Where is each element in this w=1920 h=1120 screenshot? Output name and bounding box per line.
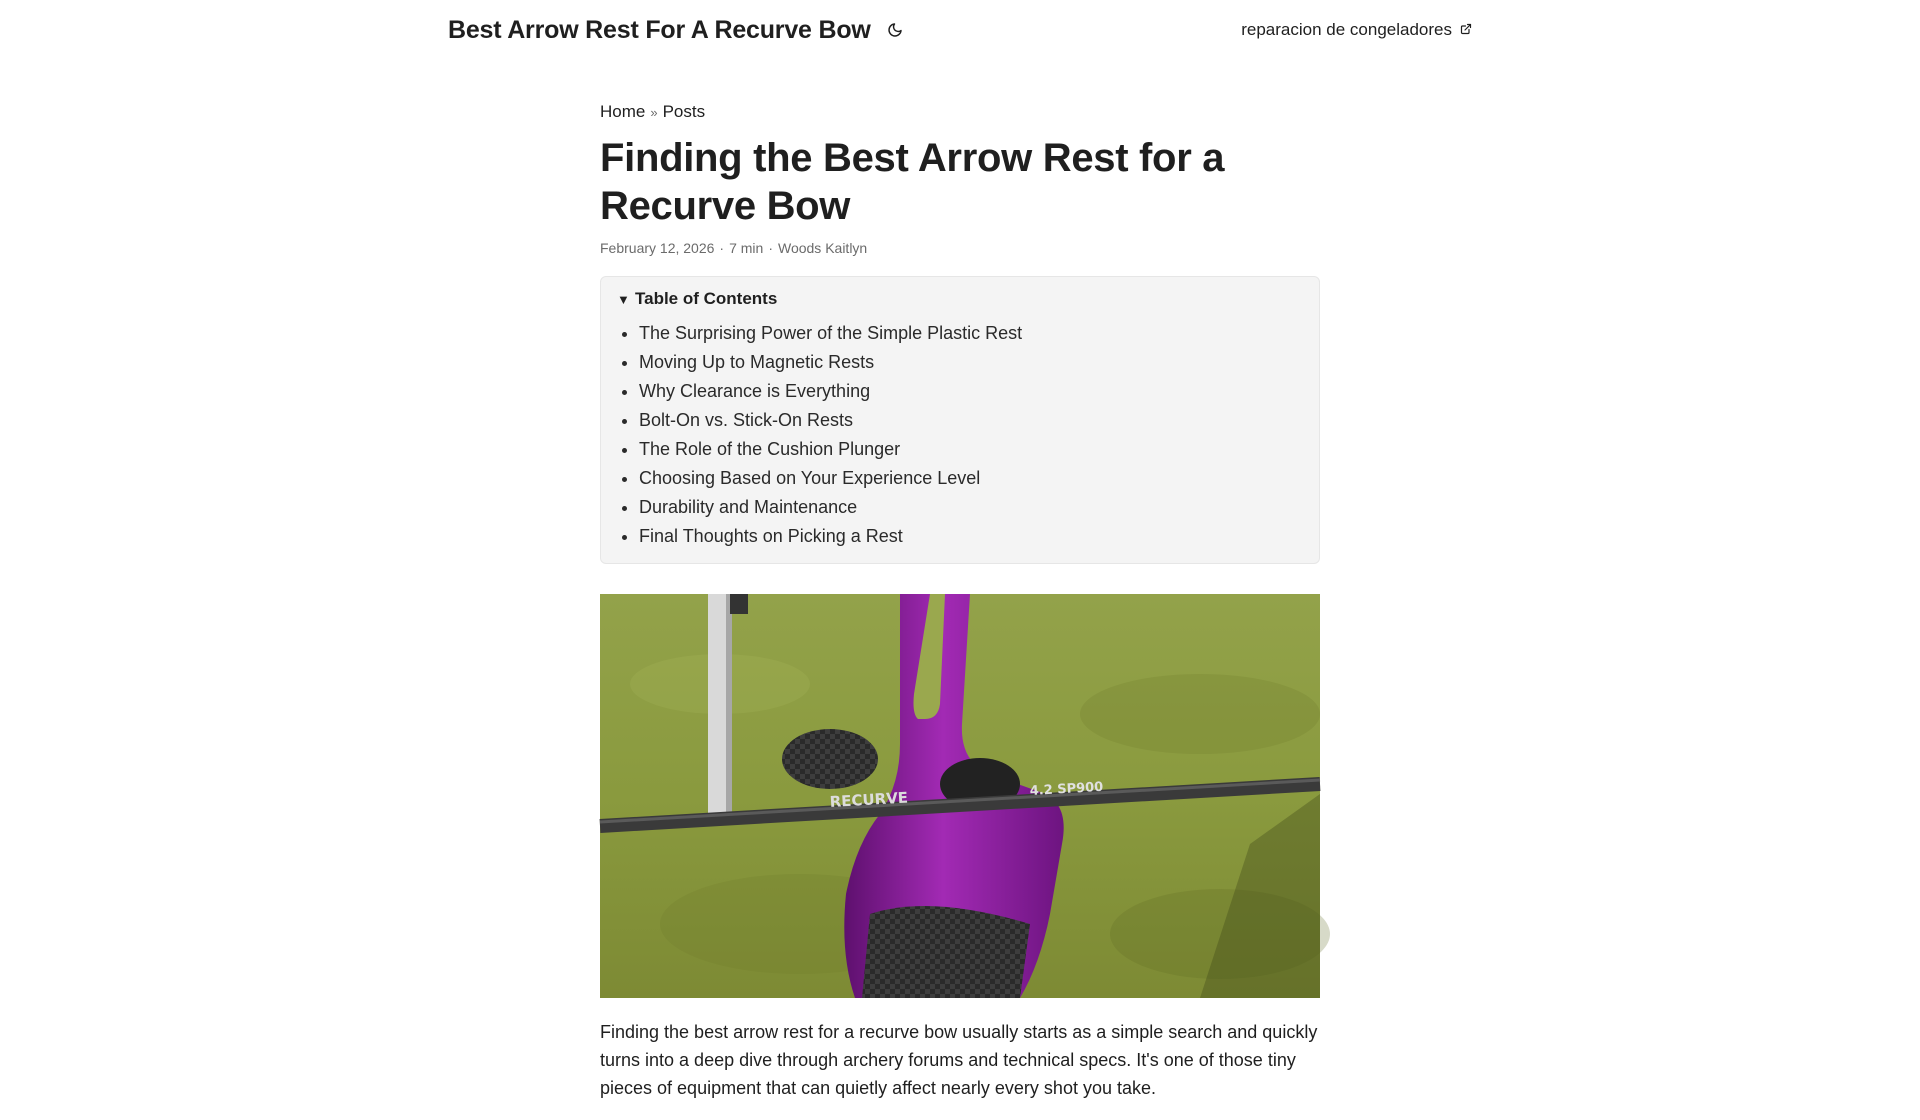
toc-item [639,319,1303,348]
cover-image [600,594,1320,998]
toc-item [639,377,1303,406]
post-date: February 12, 2026 [600,240,715,256]
toc-link[interactable]: Choosing Based on Your Experience Level [639,468,981,488]
external-site-link[interactable] [1241,20,1472,40]
site-title-link[interactable]: Best Arrow Rest For A Recurve Bow [448,15,871,44]
toc-link[interactable]: Durability and Maintenance [639,497,858,517]
breadcrumb-posts[interactable]: Posts [662,102,706,121]
main-article [600,100,1320,1120]
post-author: Woods Kaitlyn [777,240,868,256]
toc-list [617,319,1303,551]
arrow-text-spine: 4.2 SP900 [1029,779,1104,799]
moon-icon[interactable] [885,20,905,40]
brand [448,16,905,45]
arrow-text-brand: RECURVE [829,788,909,811]
toc-link[interactable]: The Role of the Cushion Plunger [639,439,901,459]
toc-toggle[interactable] [617,287,1303,311]
meta-separator: · [768,240,773,256]
toc-title: Table of Contents [635,289,778,308]
toc-link[interactable]: Bolt-On vs. Stick-On Rests [639,410,854,430]
breadcrumb [600,100,1320,124]
toc-link[interactable]: Why Clearance is Everything [639,381,871,401]
toc-item [639,435,1303,464]
post-meta [600,240,1320,256]
toc-link[interactable]: Final Thoughts on Picking a Rest [639,526,903,546]
external-link-icon [1460,20,1472,40]
meta-separator: · [719,240,725,256]
toc-item [639,348,1303,377]
toc-item [639,522,1303,551]
caret-down-icon: ▼ [617,291,630,307]
table-of-contents [600,276,1320,564]
toc-item [639,464,1303,493]
breadcrumb-home[interactable]: Home [600,102,646,121]
intro-paragraph: Finding the best arrow rest for a recurve bow usually starts as a simple search and quickly turns into a deep dive through archery forums and technical specs. It's one of those tiny pieces of equipment that can quietly affect nearly every shot you take. [600,1022,1318,1098]
toc-item [639,493,1303,522]
post-read-time: 7 min [729,240,764,256]
toc-item [639,406,1303,435]
toc-link[interactable]: The Surprising Power of the Simple Plastic Rest [639,323,1023,343]
toc-link[interactable]: Moving Up to Magnetic Rests [639,352,875,372]
external-link-label: reparacion de congeladores [1241,20,1452,39]
breadcrumb-separator: » [650,104,658,120]
post-title: Finding the Best Arrow Rest for a Recurve Bow [600,136,1225,228]
site-header [448,8,1472,52]
